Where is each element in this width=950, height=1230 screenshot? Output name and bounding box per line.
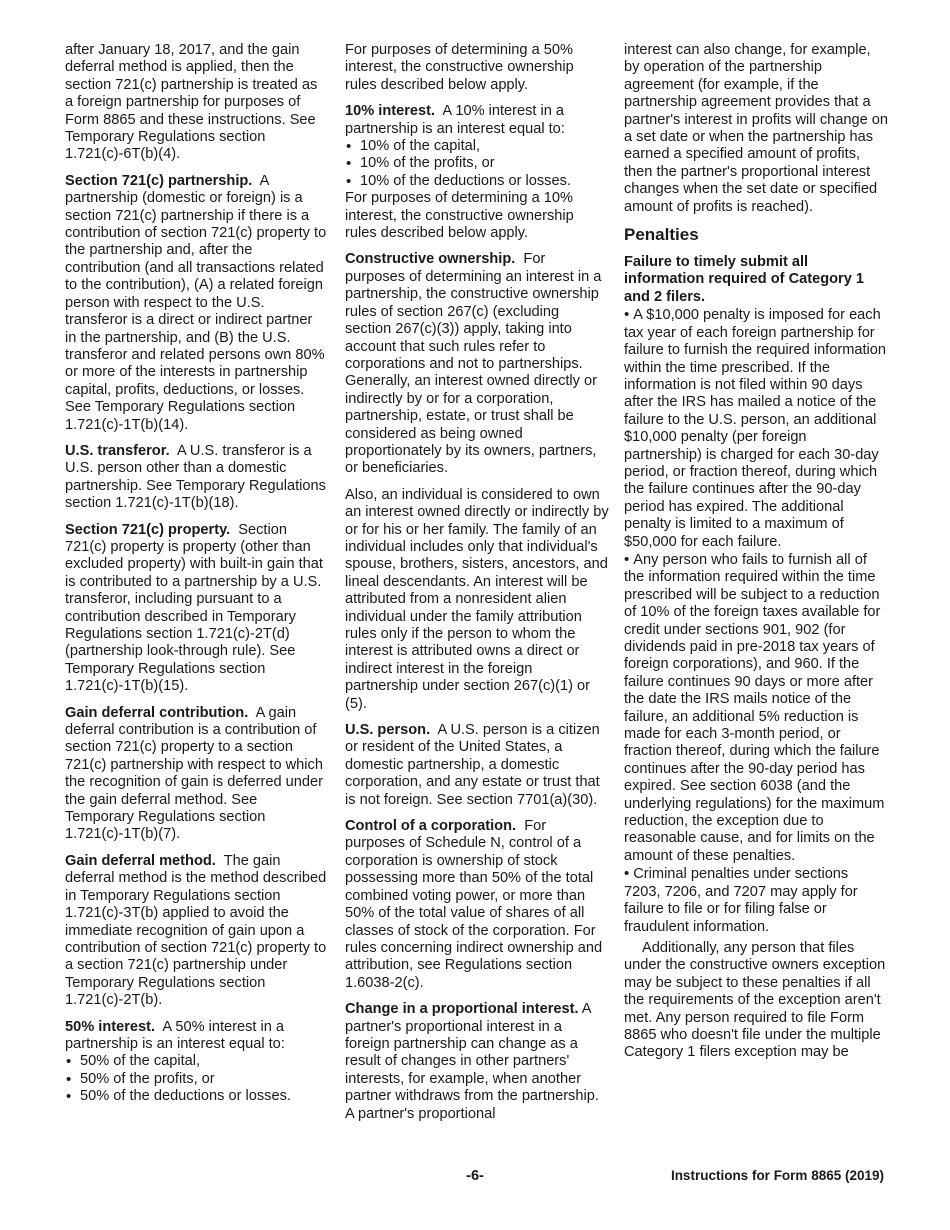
definition-10-percent-interest (345, 103, 609, 138)
term: Section 721(c) property. (65, 521, 231, 538)
column-3 (624, 42, 888, 1062)
definition-text: The gain deferral method is the method described in Temporary Regulations section 1.721(c)-3T(b) applied to avoid the immediate recognition of gain upon a contribution of section 721(c) property to a section 721(c) partnership under Temporary Regulations section 1.721(c)-2T(b). (65, 852, 327, 1009)
fifty-percent-list (65, 1053, 327, 1105)
term: Constructive ownership. (345, 251, 516, 268)
bullet-text: Criminal penalties under sections 7203, 7206, and 7207 may apply for failure to file or for filing false or fraudulent information. (624, 866, 858, 935)
paragraph-intro: after January 18, 2017, and the gain deferral method is applied, then the section 721(c) partnership is treated as a foreign partnership for purposes of Form 8865 and these instructions. See Temporary Regulations section 1.721(c)-6T(b)(4). (65, 42, 318, 163)
definition-section-721c-partnership (65, 173, 327, 434)
page-number: -6- (466, 1168, 484, 1184)
definition-text: A gain deferral contribution is a contribution of section 721(c) property to a section 721(c) partnership with respect to which the recognition of gain is deferred under the gain deferral method. See Temporary Regulations section 1.721(c)-1T(b)(7). (65, 704, 323, 843)
bullet-text: A $10,000 penalty is imposed for each tax year of each foreign partnership for failure to furnish the required information within the time prescribed. If the information is not filed within 90 days after the IRS has mailed a notice of the failure to the U.S. person, an additional $10,000 penalty (per foreign partnership) is charged for each 30-day period, or fraction thereof, during which the failure continues after the 90-day period has expired. The additional penalty is limited to a maximum of $50,000 for each failure. (624, 307, 887, 550)
term: U.S. person. (345, 722, 431, 739)
heading-failure-to-submit: Failure to timely submit all information required of Category 1 and 2 filers. (624, 254, 865, 305)
bullet-paragraph-2 (624, 551, 888, 865)
paragraph-ten-tail: For purposes of determining a 10% interest, the constructive ownership rules described below apply. (345, 190, 574, 242)
definition-text: A 50% interest in a partnership is an interest equal to: (65, 1018, 285, 1052)
paragraph-change-tail: interest can also change, for example, by operation of the partnership agreement (for example, if the partnership agreement provides that a partner's interest in profits will change on a set date or when the partnership has earned a specified amount of profits, then the partner's proportional interest changes when the set date or specified amount of profits is reached). (624, 42, 888, 215)
term: Section 721(c) partnership. (65, 172, 253, 189)
term: 10% interest. (345, 103, 436, 120)
list-item: • 10% of the profits, or (345, 155, 609, 172)
paragraph-family-attribution: Also, an individual is considered to own an interest owned directly or indirectly by or for his or her family. The family of an individual includes only that individual's spouse, brothers, sisters, ancestors, and lineal descendants. An interest will be attributed from a nonresident alien individual under the family attribution rules only if the person to whom the interest is attributed owns a direct or indirect interest in the foreign partnership under section 267(c)(1) or (5). (345, 486, 609, 712)
definition-text: Section 721(c) property is property (other than excluded property) with built-in gain that is contributed to a partnership by a U.S. transferor, including pursuant to a contribution described in Temporary Regulations section 1.721(c)-2T(d) (partnership look-through rule). See Temporary Regulations section 1.721(c)-1T(b)(15). (65, 521, 323, 695)
bullet-icon: • (624, 550, 630, 568)
definition-gain-deferral-contribution (65, 705, 327, 844)
paragraph-fifty-tail: For purposes of determining a 50% interest, the constructive ownership rules described below apply. (345, 42, 574, 93)
list-item: • 50% of the capital, (65, 1053, 327, 1070)
definition-control-of-corporation (345, 818, 609, 992)
definition-50-percent-interest (65, 1019, 327, 1054)
list-item: • 10% of the capital, (345, 138, 609, 155)
definition-us-transferor (65, 443, 327, 513)
heading-penalties: Penalties (624, 225, 699, 245)
bullet-icon: • (624, 306, 630, 324)
definition-text: A U.S. person is a citizen or resident of the United States, a domestic partnership, a domestic corporation, and any estate or trust that is not foreign. See section 7701(a)(30). (345, 722, 600, 808)
definition-text: A 10% interest in a partnership is an interest equal to: (345, 103, 565, 137)
definition-constructive-ownership (345, 251, 609, 477)
bullet-text: Any person who fails to furnish all of the information required within the time prescribed will be subject to a reduction of 10% of the foreign taxes available for credit under sections 901, 902 (for dividends paid in pre-2018 tax years of foreign corporations), and 960. If the failure continues 90 days or more after the date the IRS mails notice of the failure, an additional 5% reduction is made for each 3-month period, or fraction thereof, during which the failure continues after the 90-day period has expired. See section 6038 (and the underlying regulations) for the maximum reduction, the exception due to reasonable cause, and for limits on the amount of these penalties. (624, 551, 885, 864)
bullet-paragraph-3 (624, 865, 888, 936)
column-2 (345, 42, 609, 1123)
bullet-icon: • (624, 865, 630, 883)
ten-percent-list (345, 138, 609, 190)
term: Gain deferral contribution. (65, 704, 249, 721)
bullet-paragraph-1 (624, 306, 888, 551)
term: Gain deferral method. (65, 852, 216, 869)
form-footer-title: Instructions for Form 8865 (2019) (670, 1168, 884, 1183)
definition-us-person (345, 722, 609, 809)
definition-text: A U.S. transferor is a U.S. person other than a domestic partnership. See Temporary Regulations section 1.721(c)-1T(b)(18). (65, 442, 326, 512)
definition-text: For purposes of determining an interest in a partnership, the constructive ownership rules of section 267(c) (excluding section 267(c)(3)) apply, taking into account that such rules refer to corporations and not to partnerships. Generally, an interest owned directly or indirectly by or for a corporation, partnership, estate, or trust shall be considered as being owned proportionately by its owners, partners, or beneficiaries. (345, 251, 602, 477)
term: 50% interest. (65, 1018, 156, 1035)
term: U.S. transferor. (65, 442, 170, 459)
list-item: • 50% of the deductions or losses. (65, 1088, 327, 1105)
term: Change in a proportional interest. (345, 1001, 579, 1018)
definition-text: A partner's proportional interest in a foreign partnership can change as a result of changes in other partners' interests, for example, when another partner withdraws from the partnership. A partner's proportional (345, 1001, 599, 1122)
definition-change-proportional-interest (345, 1001, 609, 1123)
list-item: • 10% of the deductions or losses. (345, 173, 609, 190)
definition-section-721c-property (65, 522, 327, 696)
definition-text: For purposes of Schedule N, control of a corporation is ownership of stock possessing more than 50% of the total combined voting power, or more than 50% of the total value of shares of all classes of stock of the corporation. For rules concerning indirect ownership and attribution, see Regulations section 1.6038-2(c). (345, 818, 603, 991)
term: Control of a corporation. (345, 818, 517, 835)
definition-text: A partnership (domestic or foreign) is a section 721(c) partnership if there is a contribution of section 721(c) property to the partnership and, after the contribution (and all transactions related to the contribution), (A) a related foreign person with respect to the U.S. transferor is a direct or indirect partner in the partnership, and (B) the U.S. transferor and related persons own 80% or more of the interests in partnership capital, profits, deductions, or losses. See Temporary Regulations section 1.721(c)-1T(b)(14). (65, 172, 327, 433)
definition-gain-deferral-method (65, 853, 327, 1010)
paragraph-additionally: Additionally, any person that files under the constructive owners exception may be subject to these penalties if all the requirements of the exception aren't met. Any person required to file Form 8865 who doesn't file under the multiple Category 1 filers exception may be (624, 939, 886, 1061)
column-1 (65, 42, 327, 1106)
list-item: • 50% of the profits, or (65, 1071, 327, 1088)
